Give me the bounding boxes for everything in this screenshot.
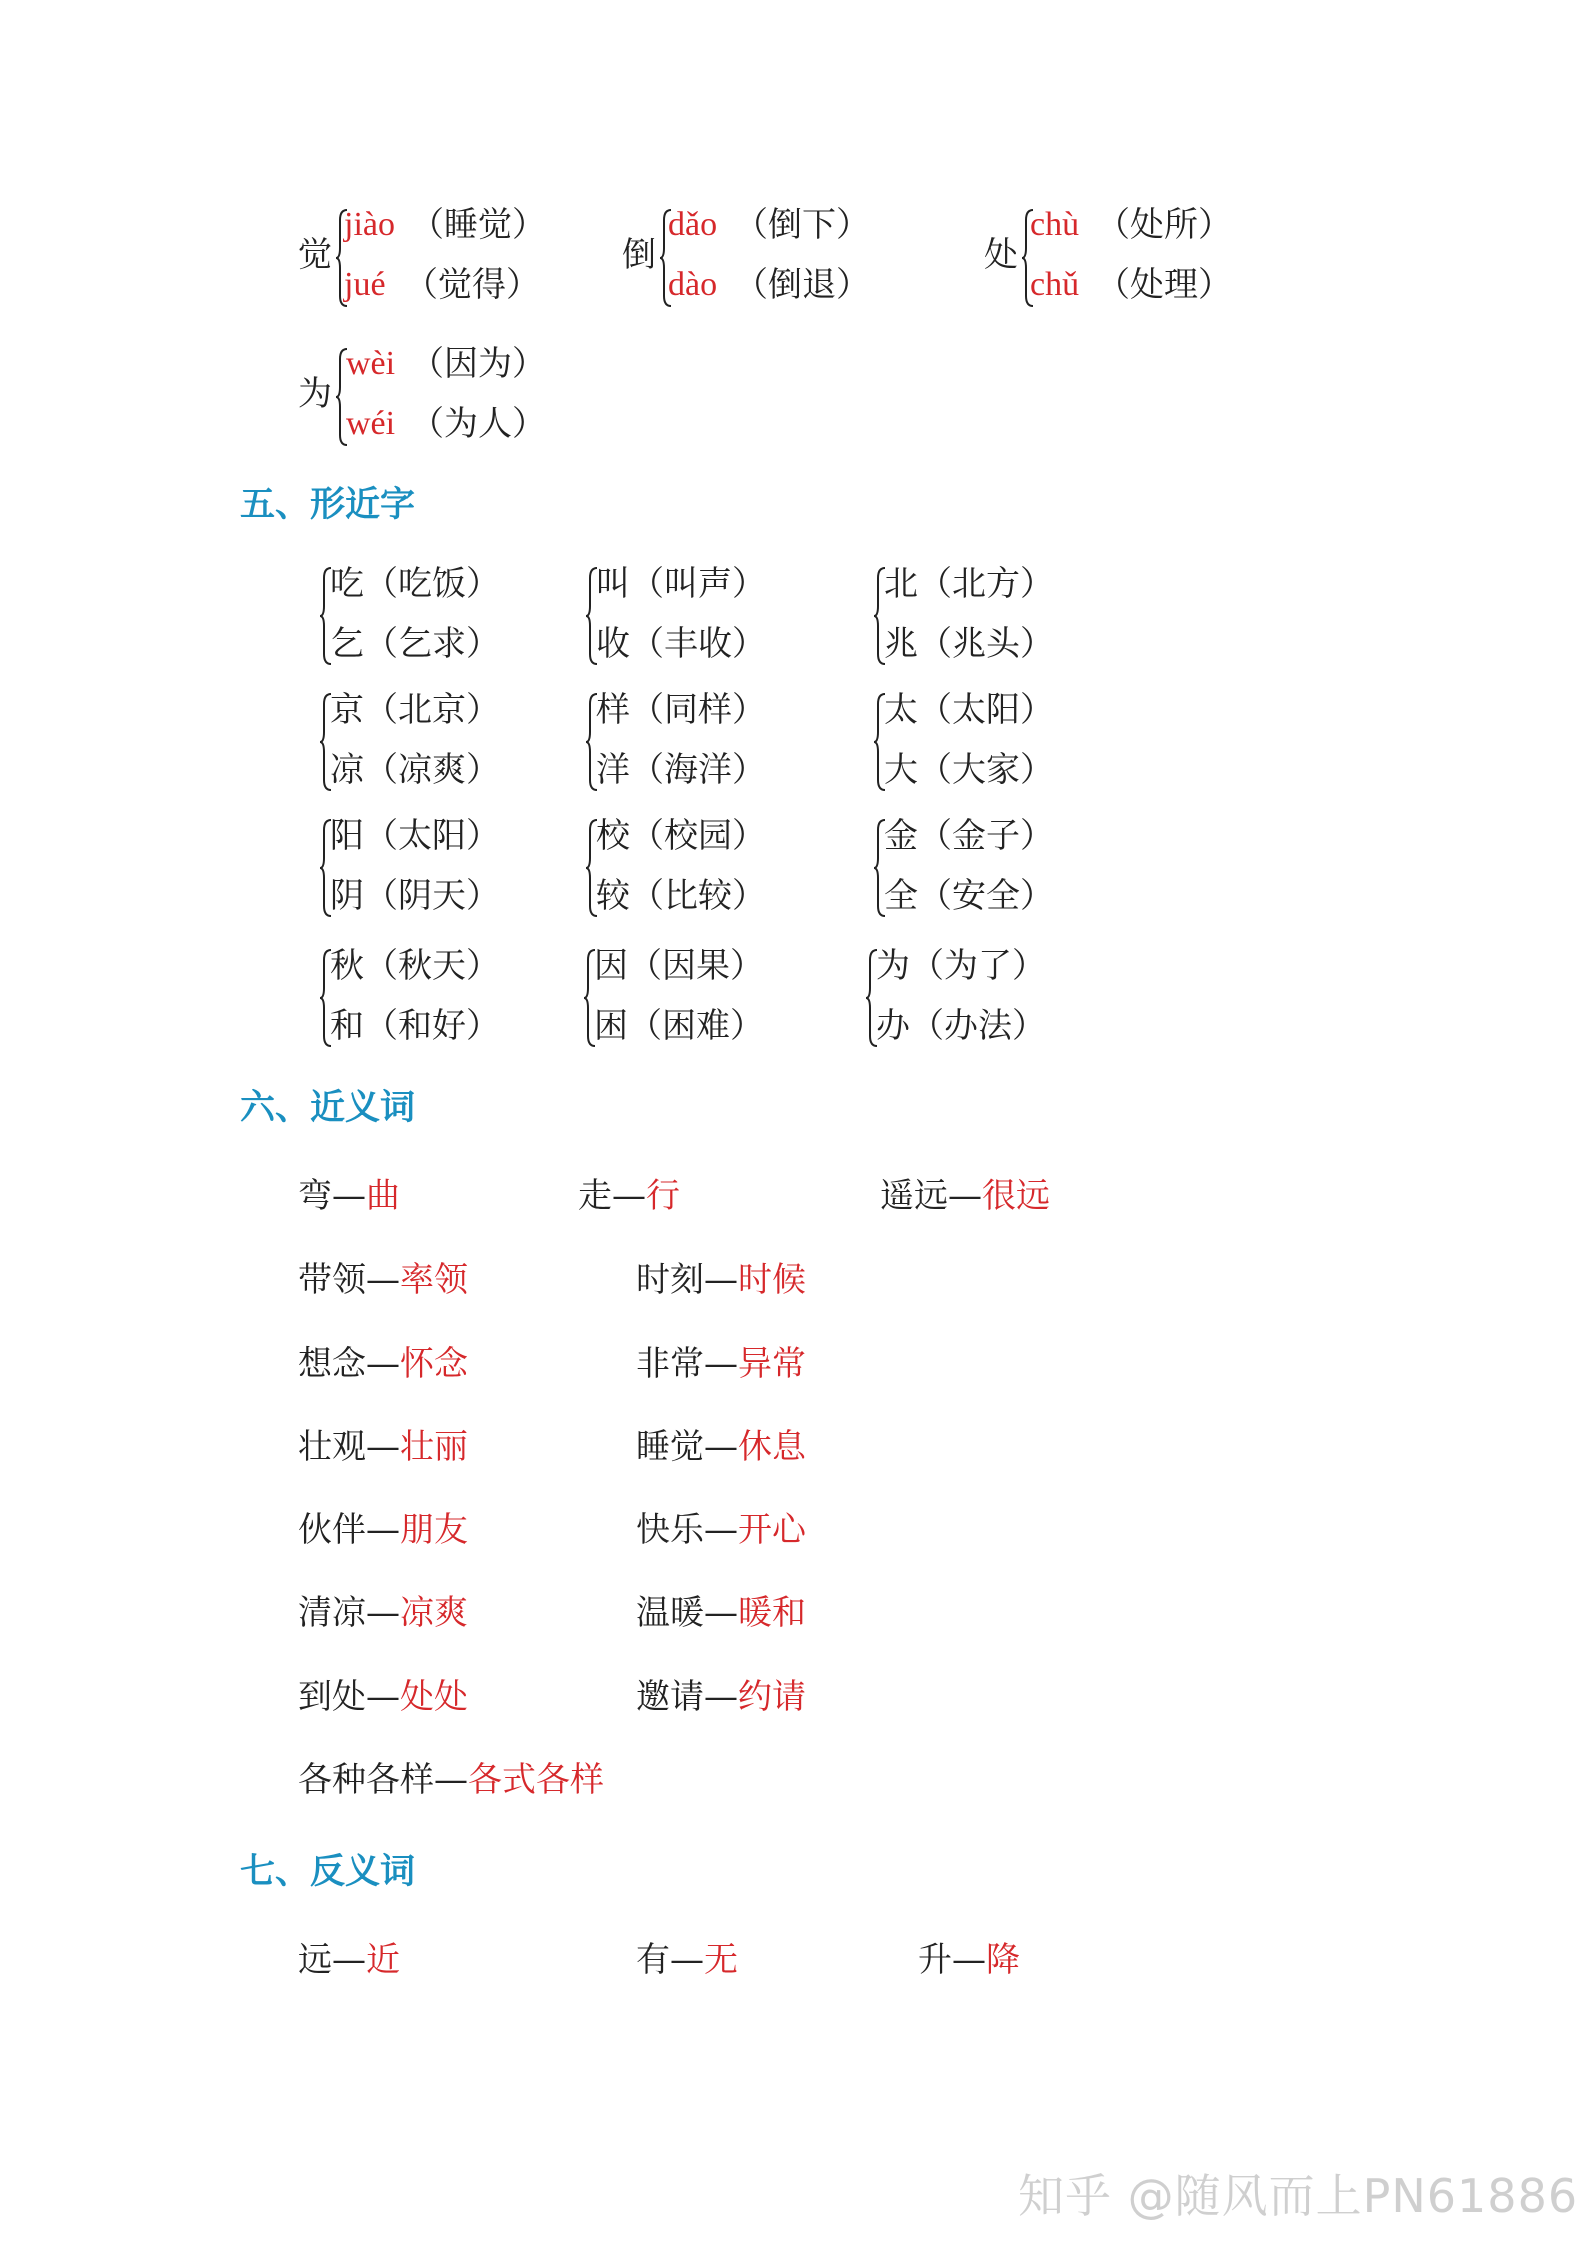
pinyin-reading: wéi <box>346 405 396 442</box>
example-word: （处理） <box>1096 265 1232 305</box>
similar-char-item: 阳（太阳） <box>330 816 500 856</box>
polyphone-char: 觉 <box>298 235 332 275</box>
antonym-answer: 近 <box>366 1940 400 1980</box>
pinyin-reading: dào <box>668 266 718 303</box>
example-word: （处所） <box>1096 205 1232 245</box>
similar-char-item: 太（太阳） <box>884 690 1054 730</box>
antonym-pair <box>918 1940 1020 1980</box>
synonym-word: 温暖— <box>636 1593 738 1633</box>
synonym-pair <box>578 1176 680 1216</box>
synonym-answer: 率领 <box>400 1260 468 1300</box>
synonym-word: 走— <box>578 1176 646 1216</box>
synonym-word: 非常— <box>636 1344 738 1384</box>
synonym-answer: 休息 <box>738 1427 806 1467</box>
polyphone-char: 为 <box>298 374 332 414</box>
synonym-word: 时刻— <box>636 1260 738 1300</box>
pinyin-reading: chù <box>1030 206 1080 243</box>
synonym-answer: 各式各样 <box>468 1760 604 1800</box>
synonym-answer: 约请 <box>738 1677 806 1717</box>
similar-char-item: 办（办法） <box>876 1006 1046 1046</box>
similar-char-item: 北（北方） <box>884 564 1054 604</box>
synonym-word: 快乐— <box>636 1510 738 1550</box>
similar-char-item: 秋（秋天） <box>330 946 500 986</box>
pinyin-reading: jué <box>344 266 386 303</box>
similar-char-item: 洋（海洋） <box>596 750 766 790</box>
similar-char-item: 全（安全） <box>884 876 1054 916</box>
synonym-answer: 曲 <box>366 1176 400 1216</box>
synonym-word: 睡觉— <box>636 1427 738 1467</box>
synonym-pair <box>298 1176 400 1216</box>
antonym-answer: 无 <box>704 1940 738 1980</box>
synonym-answer: 处处 <box>400 1677 468 1717</box>
similar-char-item: 为（为了） <box>876 946 1046 986</box>
example-word: （睡觉） <box>410 205 546 245</box>
similar-char-item: 因（因果） <box>594 946 764 986</box>
antonym-pair <box>298 1940 400 1980</box>
similar-char-item: 京（北京） <box>330 690 500 730</box>
synonym-pair <box>636 1344 806 1384</box>
synonym-pair <box>636 1260 806 1300</box>
synonym-answer: 很远 <box>982 1176 1050 1216</box>
pinyin-reading: jiào <box>344 206 395 243</box>
antonym-word: 远— <box>298 1940 366 1980</box>
section-heading-synonyms: 六、近义词 <box>240 1088 416 1128</box>
similar-char-item: 乞（乞求） <box>330 624 500 664</box>
similar-char-item: 较（比较） <box>596 876 766 916</box>
synonym-word: 邀请— <box>636 1677 738 1717</box>
example-word: （倒退） <box>734 265 870 305</box>
example-word: （倒下） <box>734 205 870 245</box>
example-word: （因为） <box>410 344 546 384</box>
synonym-answer: 行 <box>646 1176 680 1216</box>
synonym-answer: 怀念 <box>400 1344 468 1384</box>
similar-char-item: 阴（阴天） <box>330 876 500 916</box>
synonym-answer: 暖和 <box>738 1593 806 1633</box>
watermark: 知乎 @随风而上PN61886 <box>1018 2169 1579 2223</box>
synonym-pair <box>636 1593 806 1633</box>
similar-char-item: 兆（兆头） <box>884 624 1054 664</box>
synonym-pair <box>636 1510 806 1550</box>
antonym-pair <box>636 1940 738 1980</box>
synonym-word: 各种各样— <box>298 1760 468 1800</box>
synonym-pair <box>298 1593 468 1633</box>
similar-char-item: 大（大家） <box>884 750 1054 790</box>
synonym-answer: 时候 <box>738 1260 806 1300</box>
synonym-word: 到处— <box>298 1677 400 1717</box>
section-heading-antonyms: 七、反义词 <box>240 1852 416 1892</box>
synonym-word: 遥远— <box>880 1176 982 1216</box>
similar-char-item: 叫（叫声） <box>596 564 766 604</box>
similar-char-item: 收（丰收） <box>596 624 766 664</box>
synonym-pair <box>298 1260 468 1300</box>
synonym-pair <box>298 1510 468 1550</box>
synonym-word: 带领— <box>298 1260 400 1300</box>
similar-char-item: 校（校园） <box>596 816 766 856</box>
synonym-answer: 开心 <box>738 1510 806 1550</box>
section-heading-similar-chars: 五、形近字 <box>240 485 416 525</box>
synonym-word: 清凉— <box>298 1593 400 1633</box>
antonym-word: 有— <box>636 1940 704 1980</box>
synonym-answer: 凉爽 <box>400 1593 468 1633</box>
synonym-pair <box>298 1427 468 1467</box>
synonym-answer: 异常 <box>738 1344 806 1384</box>
synonym-pair <box>298 1760 604 1800</box>
synonym-word: 想念— <box>298 1344 400 1384</box>
synonym-pair <box>298 1677 468 1717</box>
synonym-word: 弯— <box>298 1176 366 1216</box>
polyphone-char: 倒 <box>622 235 656 275</box>
synonym-answer: 壮丽 <box>400 1427 468 1467</box>
synonym-word: 壮观— <box>298 1427 400 1467</box>
synonym-pair <box>636 1677 806 1717</box>
similar-char-item: 困（困难） <box>594 1006 764 1046</box>
pinyin-reading: dǎo <box>668 206 718 243</box>
example-word: （为人） <box>410 404 546 444</box>
similar-char-item: 凉（凉爽） <box>330 750 500 790</box>
pinyin-reading: wèi <box>346 345 396 382</box>
antonym-answer: 降 <box>986 1940 1020 1980</box>
similar-char-item: 样（同样） <box>596 690 766 730</box>
synonym-pair <box>880 1176 1050 1216</box>
polyphone-char: 处 <box>984 235 1018 275</box>
pinyin-reading: chǔ <box>1030 266 1080 303</box>
antonym-word: 升— <box>918 1940 986 1980</box>
synonym-pair <box>636 1427 806 1467</box>
synonym-answer: 朋友 <box>400 1510 468 1550</box>
similar-char-item: 金（金子） <box>884 816 1054 856</box>
synonym-word: 伙伴— <box>298 1510 400 1550</box>
similar-char-item: 和（和好） <box>330 1006 500 1046</box>
similar-char-item: 吃（吃饭） <box>330 564 500 604</box>
synonym-pair <box>298 1344 468 1384</box>
example-word: （觉得） <box>404 265 540 305</box>
